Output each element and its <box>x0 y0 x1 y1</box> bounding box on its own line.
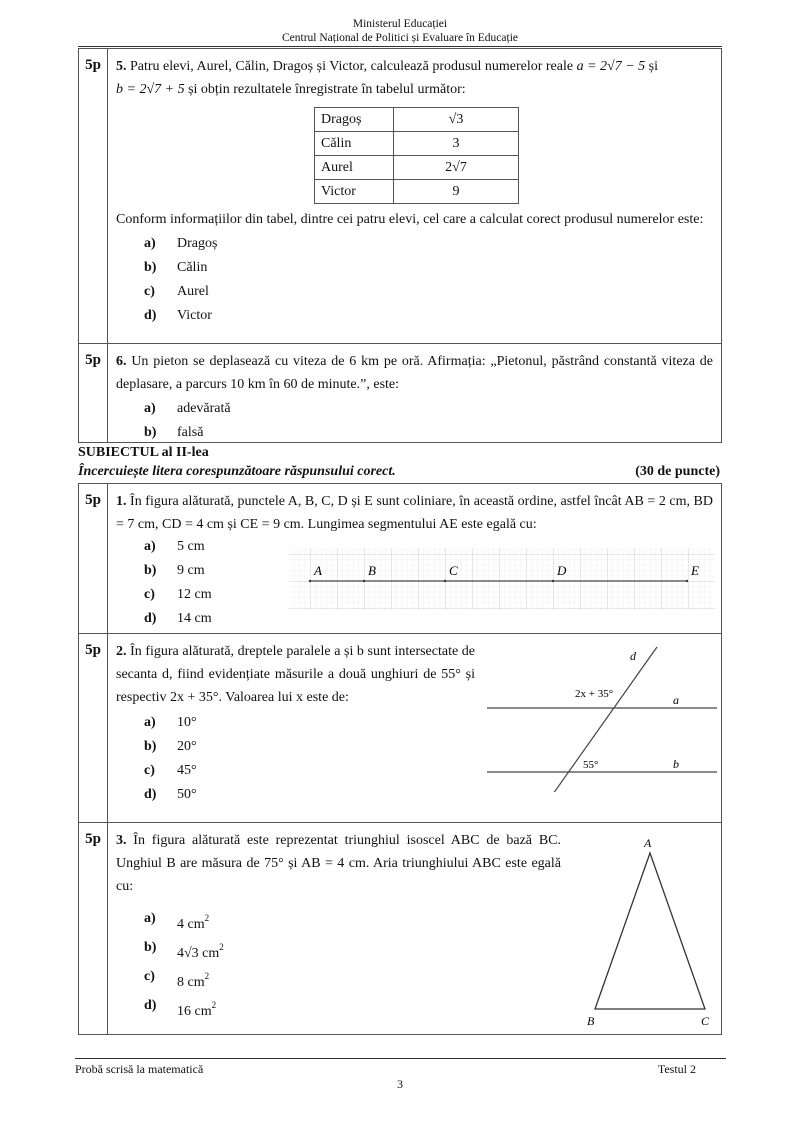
option-letter: b) <box>144 425 157 440</box>
option-c[interactable] <box>116 759 475 783</box>
question-5-prompt: Conform informațiilor din tabel, dintre cei patru elevi, cel care a calculat corect produsul numerelor este: <box>116 212 704 227</box>
page-header <box>0 17 800 45</box>
question-text: În figura alăturată, punctele A, B, C, D și E sunt coliniare, în această ordine, astfel încât AB = 2 cm, BD = 7 cm, CD = 4 cm și CE = 9 cm. Lungimea segmentului AE este egală cu: <box>116 494 713 532</box>
student-name: Călin <box>315 132 394 156</box>
student-result: 3 <box>394 132 519 156</box>
option-value-text: 16 cm <box>177 1004 212 1019</box>
math-expr-a: a = 2√7 − 5 <box>576 59 646 74</box>
header-center: Centrul Național de Politici și Evaluare în Educație <box>281 32 518 44</box>
student-name: Aurel <box>315 156 394 180</box>
question-number: 3. <box>116 833 127 848</box>
option-letter: b) <box>144 739 157 754</box>
points-label: 5p <box>79 823 108 1034</box>
option-letter: b) <box>144 940 157 955</box>
section-instruction: Încercuiește litera corespunzătoare răspunsului corect. <box>78 464 396 479</box>
option-value: 14 cm <box>177 611 212 626</box>
line-d-label: d <box>630 649 636 663</box>
question-ii-2-stem <box>116 640 475 709</box>
option-letter: a) <box>144 715 156 730</box>
question-text: și <box>645 59 658 74</box>
option-value: Dragoș <box>177 236 218 251</box>
option-c[interactable] <box>116 962 561 991</box>
option-value-text: 4√3 cm <box>177 946 220 961</box>
points-label: 5p <box>79 344 108 442</box>
option-a[interactable] <box>116 904 561 933</box>
question-text: În figura alăturată este reprezentat triunghiul isoscel ABC de bază BC. Unghiul B are măsura de 75° și AB = 4 cm. Aria triunghiului ABC este egală cu: <box>116 833 561 894</box>
line-b-label: b <box>673 757 679 771</box>
question-ii-3-body <box>116 829 561 1020</box>
option-d[interactable] <box>116 304 713 328</box>
page-number: 3 <box>397 1077 403 1091</box>
superscript: 2 <box>204 913 210 923</box>
option-value <box>177 991 216 1026</box>
option-a[interactable] <box>116 232 713 256</box>
question-number: 6. <box>116 354 127 369</box>
option-a[interactable] <box>116 535 276 559</box>
option-value: 20° <box>177 739 197 754</box>
option-value: 45° <box>177 763 197 778</box>
table-row <box>315 156 519 180</box>
table-row <box>315 180 519 204</box>
question-ii-3-stem <box>116 829 561 898</box>
question-5-box <box>78 48 722 344</box>
question-text: În figura alăturată, dreptele paralele a și b sunt intersectate de secanta d, fiind evidențiate măsurile a două unghiuri de 55° și respectiv 2x + 35°. Valoarea lui x este de: <box>116 644 475 705</box>
option-letter: a) <box>144 401 156 416</box>
superscript: 2 <box>219 942 224 952</box>
question-number: 2. <box>116 644 127 659</box>
option-value: adevărată <box>177 401 231 416</box>
header-divider <box>78 46 722 47</box>
question-5-body <box>116 55 713 328</box>
option-letter: c) <box>144 969 155 984</box>
angle-bottom-label: 55° <box>583 759 599 771</box>
math-expr-b: b = 2√7 + 5 <box>116 82 185 97</box>
header-ministry: Ministerul Educației <box>352 18 448 30</box>
option-letter: b) <box>144 260 157 275</box>
option-a[interactable] <box>116 397 713 421</box>
question-number: 5. <box>116 59 127 74</box>
student-result: 2√7 <box>394 156 519 180</box>
option-value: 5 cm <box>177 539 205 554</box>
parallel-lines-figure <box>487 642 721 792</box>
student-name: Victor <box>315 180 394 204</box>
footer-test-label: Testul 2 <box>657 1062 696 1076</box>
question-6-stem <box>116 350 713 396</box>
angle-top-label: 2x + 35° <box>575 688 614 700</box>
option-letter: b) <box>144 563 157 578</box>
points-label: 5p <box>79 484 108 633</box>
section-title: SUBIECTUL al II-lea <box>78 445 209 460</box>
question-text: Patru elevi, Aurel, Călin, Dragoș și Victor, calculează produsul numerelor reale <box>126 59 577 74</box>
vertex-b-label: B <box>587 1014 595 1028</box>
option-value: 9 cm <box>177 563 205 578</box>
option-d[interactable] <box>116 991 561 1020</box>
student-name: Dragoș <box>315 108 394 132</box>
results-table <box>314 107 519 204</box>
option-letter: d) <box>144 611 157 626</box>
table-row <box>315 108 519 132</box>
option-value: falsă <box>177 425 204 440</box>
option-letter: c) <box>144 284 155 299</box>
option-letter: c) <box>144 587 155 602</box>
point-b-label: B <box>368 563 376 578</box>
option-letter: a) <box>144 911 156 926</box>
question-text: Un pieton se deplasează cu viteza de 6 km pe oră. Afirmația: „Pietonul, păstrând constantă viteza de deplasare, a parcurs 10 km în 60 de minute.”, este: <box>116 354 713 392</box>
superscript: 2 <box>204 971 210 981</box>
option-letter: d) <box>144 787 157 802</box>
student-result: 9 <box>394 180 519 204</box>
option-letter: c) <box>144 763 155 778</box>
question-6-box <box>78 343 722 443</box>
question-number: 1. <box>116 494 127 509</box>
option-value: Aurel <box>177 284 209 299</box>
option-value: Victor <box>177 308 212 323</box>
superscript: 2 <box>211 1000 217 1010</box>
option-value-text: 4 cm <box>177 917 205 932</box>
option-b[interactable] <box>116 933 561 962</box>
point-e-label: E <box>691 563 699 578</box>
question-5-stem <box>116 55 713 101</box>
point-d-label: D <box>557 563 567 578</box>
option-value: 10° <box>177 715 197 730</box>
option-letter: a) <box>144 539 156 554</box>
question-ii-2-box <box>78 633 722 823</box>
option-value-text: 8 cm <box>177 975 205 990</box>
collinear-points-figure <box>289 544 715 612</box>
option-c[interactable] <box>116 583 276 607</box>
footer-divider <box>75 1058 726 1059</box>
option-c[interactable] <box>116 280 713 304</box>
question-ii-2-body <box>116 640 475 807</box>
question-ii-1-stem <box>116 490 713 536</box>
point-a-label: A <box>314 563 322 578</box>
vertex-c-label: C <box>701 1014 710 1028</box>
student-result: √3 <box>394 108 519 132</box>
option-d[interactable] <box>116 607 276 631</box>
option-value: 12 cm <box>177 587 212 602</box>
section-points: (30 de puncte) <box>635 464 720 479</box>
points-label: 5p <box>79 634 108 822</box>
option-b[interactable] <box>116 256 713 280</box>
question-6-body <box>116 350 713 445</box>
option-d[interactable] <box>116 783 475 807</box>
footer-exam-name: Probă scrisă la matematică <box>75 1062 204 1076</box>
option-letter: d) <box>144 308 157 323</box>
option-letter: d) <box>144 998 157 1013</box>
isosceles-triangle-figure <box>579 831 719 1031</box>
line-a-label: a <box>673 693 679 707</box>
option-a[interactable] <box>116 711 475 735</box>
question-ii-3-box <box>78 822 722 1035</box>
option-value: 50° <box>177 787 197 802</box>
table-row <box>315 132 519 156</box>
option-value: Călin <box>177 260 208 275</box>
option-b[interactable] <box>116 735 475 759</box>
option-letter: a) <box>144 236 156 251</box>
point-c-label: C <box>449 563 458 578</box>
question-ii-1-box <box>78 483 722 634</box>
question-text: și obțin rezultatele înregistrate în tabelul următor: <box>184 82 466 97</box>
option-b[interactable] <box>116 421 713 445</box>
points-label: 5p <box>79 49 108 343</box>
option-b[interactable] <box>116 559 276 583</box>
vertex-a-label: A <box>644 836 652 850</box>
